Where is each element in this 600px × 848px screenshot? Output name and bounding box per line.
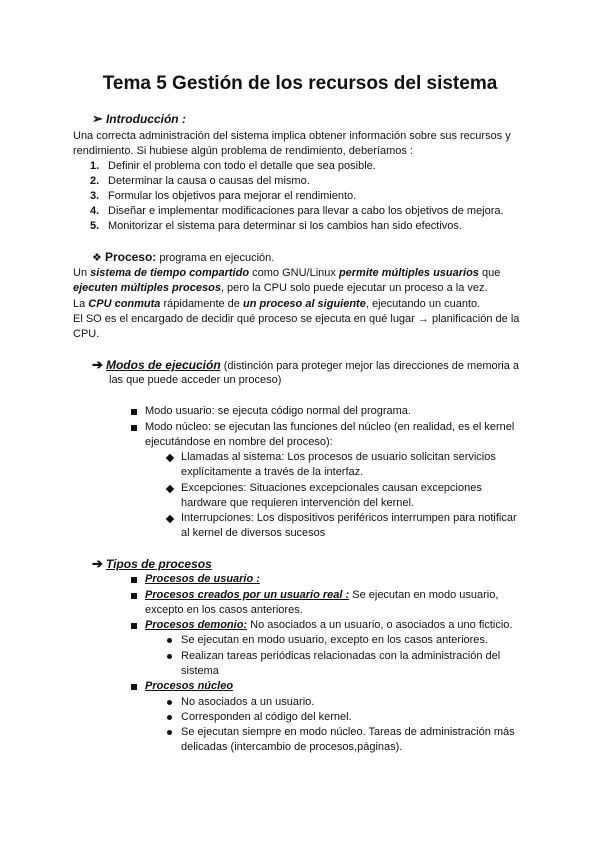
nucleo-item-text: delicadas (intercambio de procesos,páginas).	[181, 741, 403, 753]
list-text: Diseñar e implementar modificaciones para llevar a cabo los objetivos de mejora.	[108, 205, 504, 217]
text-run: rápidamente de	[160, 298, 243, 310]
modos-heading-row	[92, 357, 519, 374]
proceso-definition: programa en ejecución.	[159, 252, 275, 264]
square-bullet-icon	[131, 593, 137, 599]
intro-paragraph-line: rendimiento. Si hubiese algún problema de rendimiento, deberíamos :	[73, 145, 413, 157]
intro-paragraph-line: Una correcta administración del sistema implica obtener información sobre sus recursos y	[73, 130, 511, 142]
procesos-usuario-title: Procesos de usuario :	[145, 573, 260, 585]
text-run: como GNU/Linux	[249, 267, 339, 279]
round-bullet-icon	[167, 654, 172, 659]
proceso-line: El SO es el encargado de decidir qué proceso se ejecuta en qué lugar → planificación de la	[73, 313, 520, 325]
procesos-demonio-line	[145, 618, 512, 633]
text-run: Un	[73, 267, 91, 279]
diamond-bullet-icon	[166, 515, 174, 523]
round-bullet-icon	[167, 700, 172, 705]
tipos-heading-row	[92, 556, 212, 573]
text-run: Se ejecutan en modo usuario,	[349, 589, 499, 601]
list-number: 5.	[90, 220, 100, 232]
procesos-demonio-title: Procesos demonio:	[145, 619, 248, 631]
demonio-item-text: sistema	[181, 665, 219, 677]
list-text: Monitorizar el sistema para determinar si los cambios han sido efectivos.	[108, 220, 462, 232]
nucleo-item-text: No asociados a un usuario.	[181, 696, 315, 708]
emphasis-text: sistema de tiempo compartido	[90, 267, 250, 279]
list-number: 2.	[90, 175, 100, 187]
diamond-bullet-icon	[166, 454, 174, 462]
square-bullet-icon	[131, 577, 137, 583]
procesos-nucleo-title: Procesos núcleo	[145, 680, 234, 692]
text-run: No asociados a un usuario, o asociados a uno ficticio.	[247, 619, 513, 631]
round-bullet-icon	[167, 730, 172, 735]
text-run: La	[73, 298, 89, 310]
round-bullet-icon	[167, 715, 172, 720]
intro-heading: Introducción :	[105, 112, 186, 126]
nucleo-item-text: Se ejecutan siempre en modo núcleo. Tareas de administración más	[181, 726, 515, 738]
modo-nucleo-text: Modo núcleo: se ejecutan las funciones del núcleo (en realidad, es el kernel	[145, 421, 515, 433]
proceso-heading: Proceso:	[104, 250, 157, 264]
page-title: Tema 5 Gestión de los recursos del sistema	[102, 73, 498, 94]
modos-heading: Modos de ejecución	[105, 358, 221, 372]
diamond-bullet-icon	[166, 485, 174, 493]
list-text: Formular los objetivos para mejorar el rendimiento.	[108, 190, 357, 202]
square-bullet-icon	[131, 409, 137, 415]
proceso-line: CPU.	[73, 328, 100, 340]
list-number: 3.	[90, 190, 100, 202]
modo-sub-text: Llamadas al sistema: Los procesos de usuario solicitan servicios	[181, 451, 496, 463]
list-text: Determinar la causa o causas del mismo.	[108, 175, 310, 187]
nucleo-item-text: Corresponden al código del kernel.	[181, 711, 352, 723]
list-number: 4.	[90, 205, 100, 217]
arrow-right-icon: ➔	[92, 556, 103, 571]
square-bullet-icon	[131, 623, 137, 629]
text-run: que	[478, 267, 501, 279]
arrow-right-icon: ➔	[92, 357, 103, 372]
modo-nucleo-text: ejecutándose en nombre del proceso):	[145, 436, 333, 448]
modo-sub-text: Interrupciones: Los dispositivos periféricos interrumpen para notificar	[181, 512, 517, 524]
procesos-creados-title: Procesos creados por un usuario real :	[145, 589, 350, 601]
proceso-heading-row	[92, 250, 274, 266]
proceso-line	[73, 266, 500, 281]
list-text: Definir el problema con todo el detalle que sea posible.	[108, 160, 376, 172]
modo-sub-text: al kernel de diversos sucesos	[181, 527, 326, 539]
arrowhead-icon: ➢	[92, 111, 103, 126]
emphasis-text: permite múltiples usuarios	[338, 267, 479, 279]
emphasis-text: un proceso al siguiente	[242, 298, 366, 310]
modo-sub-text: hardware que requieren intervención del kernel.	[181, 497, 414, 509]
proceso-line	[73, 281, 488, 296]
modo-usuario-text: Modo usuario: se ejecuta código normal del programa.	[145, 405, 411, 417]
procesos-creados-line	[145, 588, 498, 603]
proceso-line	[73, 297, 480, 312]
modos-description: (distinción para proteger mejor las direcciones de memoria a	[223, 360, 520, 372]
modos-description-line: las que puede acceder un proceso)	[109, 374, 282, 386]
round-bullet-icon	[167, 638, 172, 643]
text-run: , pero la CPU solo puede ejecutar un proceso a la vez.	[220, 282, 488, 294]
square-bullet-icon	[131, 425, 137, 431]
demonio-item-text: Realizan tareas periódicas relacionadas con la administración del	[181, 650, 501, 662]
emphasis-text: ejecuten múltiples procesos	[73, 282, 221, 294]
modo-sub-text: Excepciones: Situaciones excepcionales causan excepciones	[181, 482, 482, 494]
square-bullet-icon	[131, 684, 137, 690]
modo-sub-text: explícitamente a través de la interfaz.	[181, 466, 364, 478]
demonio-item-text: Se ejecutan en modo usuario, excepto en los casos anteriores.	[181, 634, 488, 646]
tipos-heading: Tipos de procesos	[105, 557, 212, 571]
procesos-creados-line: excepto en los casos anteriores.	[145, 604, 303, 616]
intro-heading-row	[92, 111, 186, 128]
text-run: , ejecutando un cuanto.	[365, 298, 481, 310]
list-number: 1.	[90, 160, 100, 172]
diamond-bullet-icon: ❖	[92, 252, 102, 264]
emphasis-text: CPU conmuta	[88, 298, 161, 310]
